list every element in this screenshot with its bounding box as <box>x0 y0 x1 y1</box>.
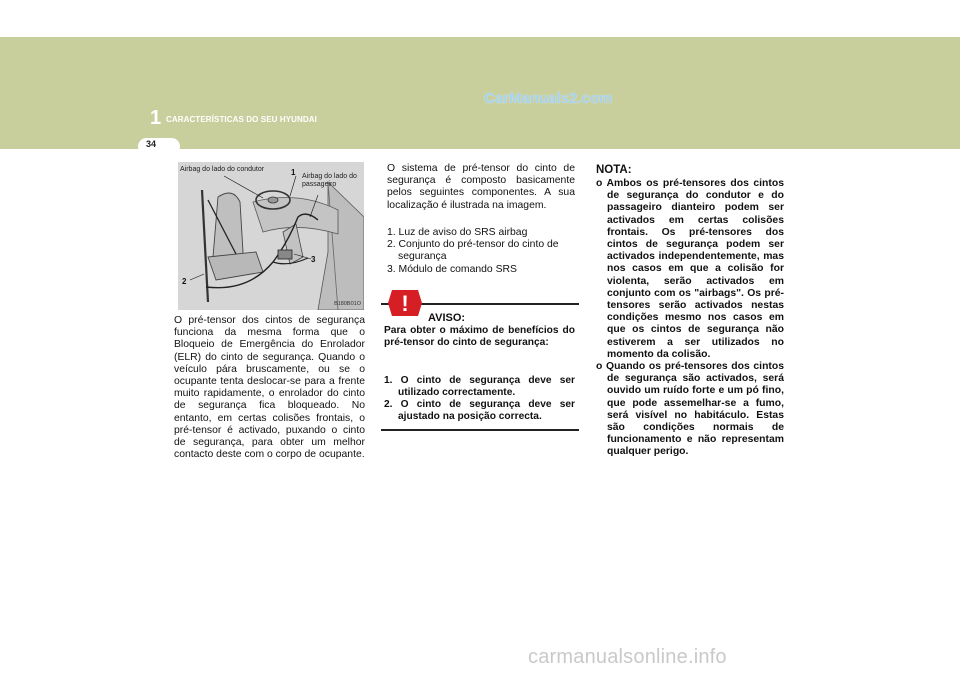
list-item: 3. Módulo de comando SRS <box>387 263 517 275</box>
figure-code: B180B01O <box>334 301 361 307</box>
list-item: 2. Conjunto do pré-tensor do cinto de segurança <box>387 239 559 263</box>
list-item: 2. O cinto de segurança deve ser ajustado na posição correcta. <box>384 399 575 422</box>
list-item: o Quando os pré-tensores dos cintos de segurança são activados, será ouvido um ruído forte e um pó fino, que pode assemelhar-se a fumo, será visível no habitáculo. Estas são condições normais de funcionamento e não representam qualquer perigo. <box>596 361 784 458</box>
list-item: o Ambos os pré-tensores dos cintos de segurança do condutor e do passageiro dianteiro podem ser activados em certas colisões frontais. Os pré-tensores dos cintos de segurança podem ser activados independentemente, mas nos casos em que a colisão for violenta, serão activados em conjunto com os "airbags". Os pré-tensores serão activados nestas condições mesmo nos casos em que os cintos de segurança não estiverem a ser utilizados no momento da colisão. <box>596 178 784 360</box>
pretensioner-description: O pré-tensor dos cintos de segurança funciona da mesma forma que o Bloqueio de Emergência do Enrolador (ELR) do cinto de segurança. Quando o veículo pára bruscamente, ou se o ocupante tenta deslocar-se para a frente muito rapidamente, o enrolador do cinto de segurança fica bloqueado. No entanto, em certas colisões frontais, o pré-tensor é activado, puxando o cinto de segurança, para obter um melhor contacto deste com o corpo de ocupante. <box>174 315 365 461</box>
header-band <box>0 37 960 149</box>
passenger-airbag-label: Airbag do lado do passageiro <box>302 173 357 188</box>
warning-title: AVISO: <box>428 312 466 324</box>
callout-1: 1 <box>291 168 296 177</box>
page-number-tab <box>138 138 180 155</box>
warning-list <box>384 375 575 423</box>
footer-watermark: carmanualsonline.info <box>528 646 727 668</box>
warning-intro: Para obter o máximo de benefícios do pré-tensor do cinto de segurança: <box>384 325 575 348</box>
callout-3: 3 <box>311 255 316 264</box>
warning-symbol: ! <box>401 291 409 316</box>
system-intro: O sistema de pré-tensor do cinto de segurança é composto basicamente pelos seguintes componentes. A sua localização é ilustrada na imagem. <box>387 163 575 211</box>
chapter-title: CARACTERÍSTICAS DO SEU HYUNDAI <box>166 115 318 124</box>
warning-icon <box>388 290 422 316</box>
note-title: NOTA: <box>596 164 632 176</box>
chapter-number: 1 <box>150 107 162 129</box>
note-list <box>596 178 784 459</box>
seatbelt-pretensioner-figure <box>178 162 364 310</box>
list-item: 1. Luz de aviso do SRS airbag <box>387 227 528 238</box>
component-list <box>387 227 575 276</box>
callout-2: 2 <box>182 277 187 286</box>
page-number: 34 <box>146 139 157 149</box>
watermark-link[interactable]: CarManuals2.com <box>484 90 613 107</box>
driver-airbag-label: Airbag do lado do condutor <box>180 166 265 173</box>
list-item: 1. O cinto de segurança deve ser utilizado correctamente. <box>384 375 575 398</box>
